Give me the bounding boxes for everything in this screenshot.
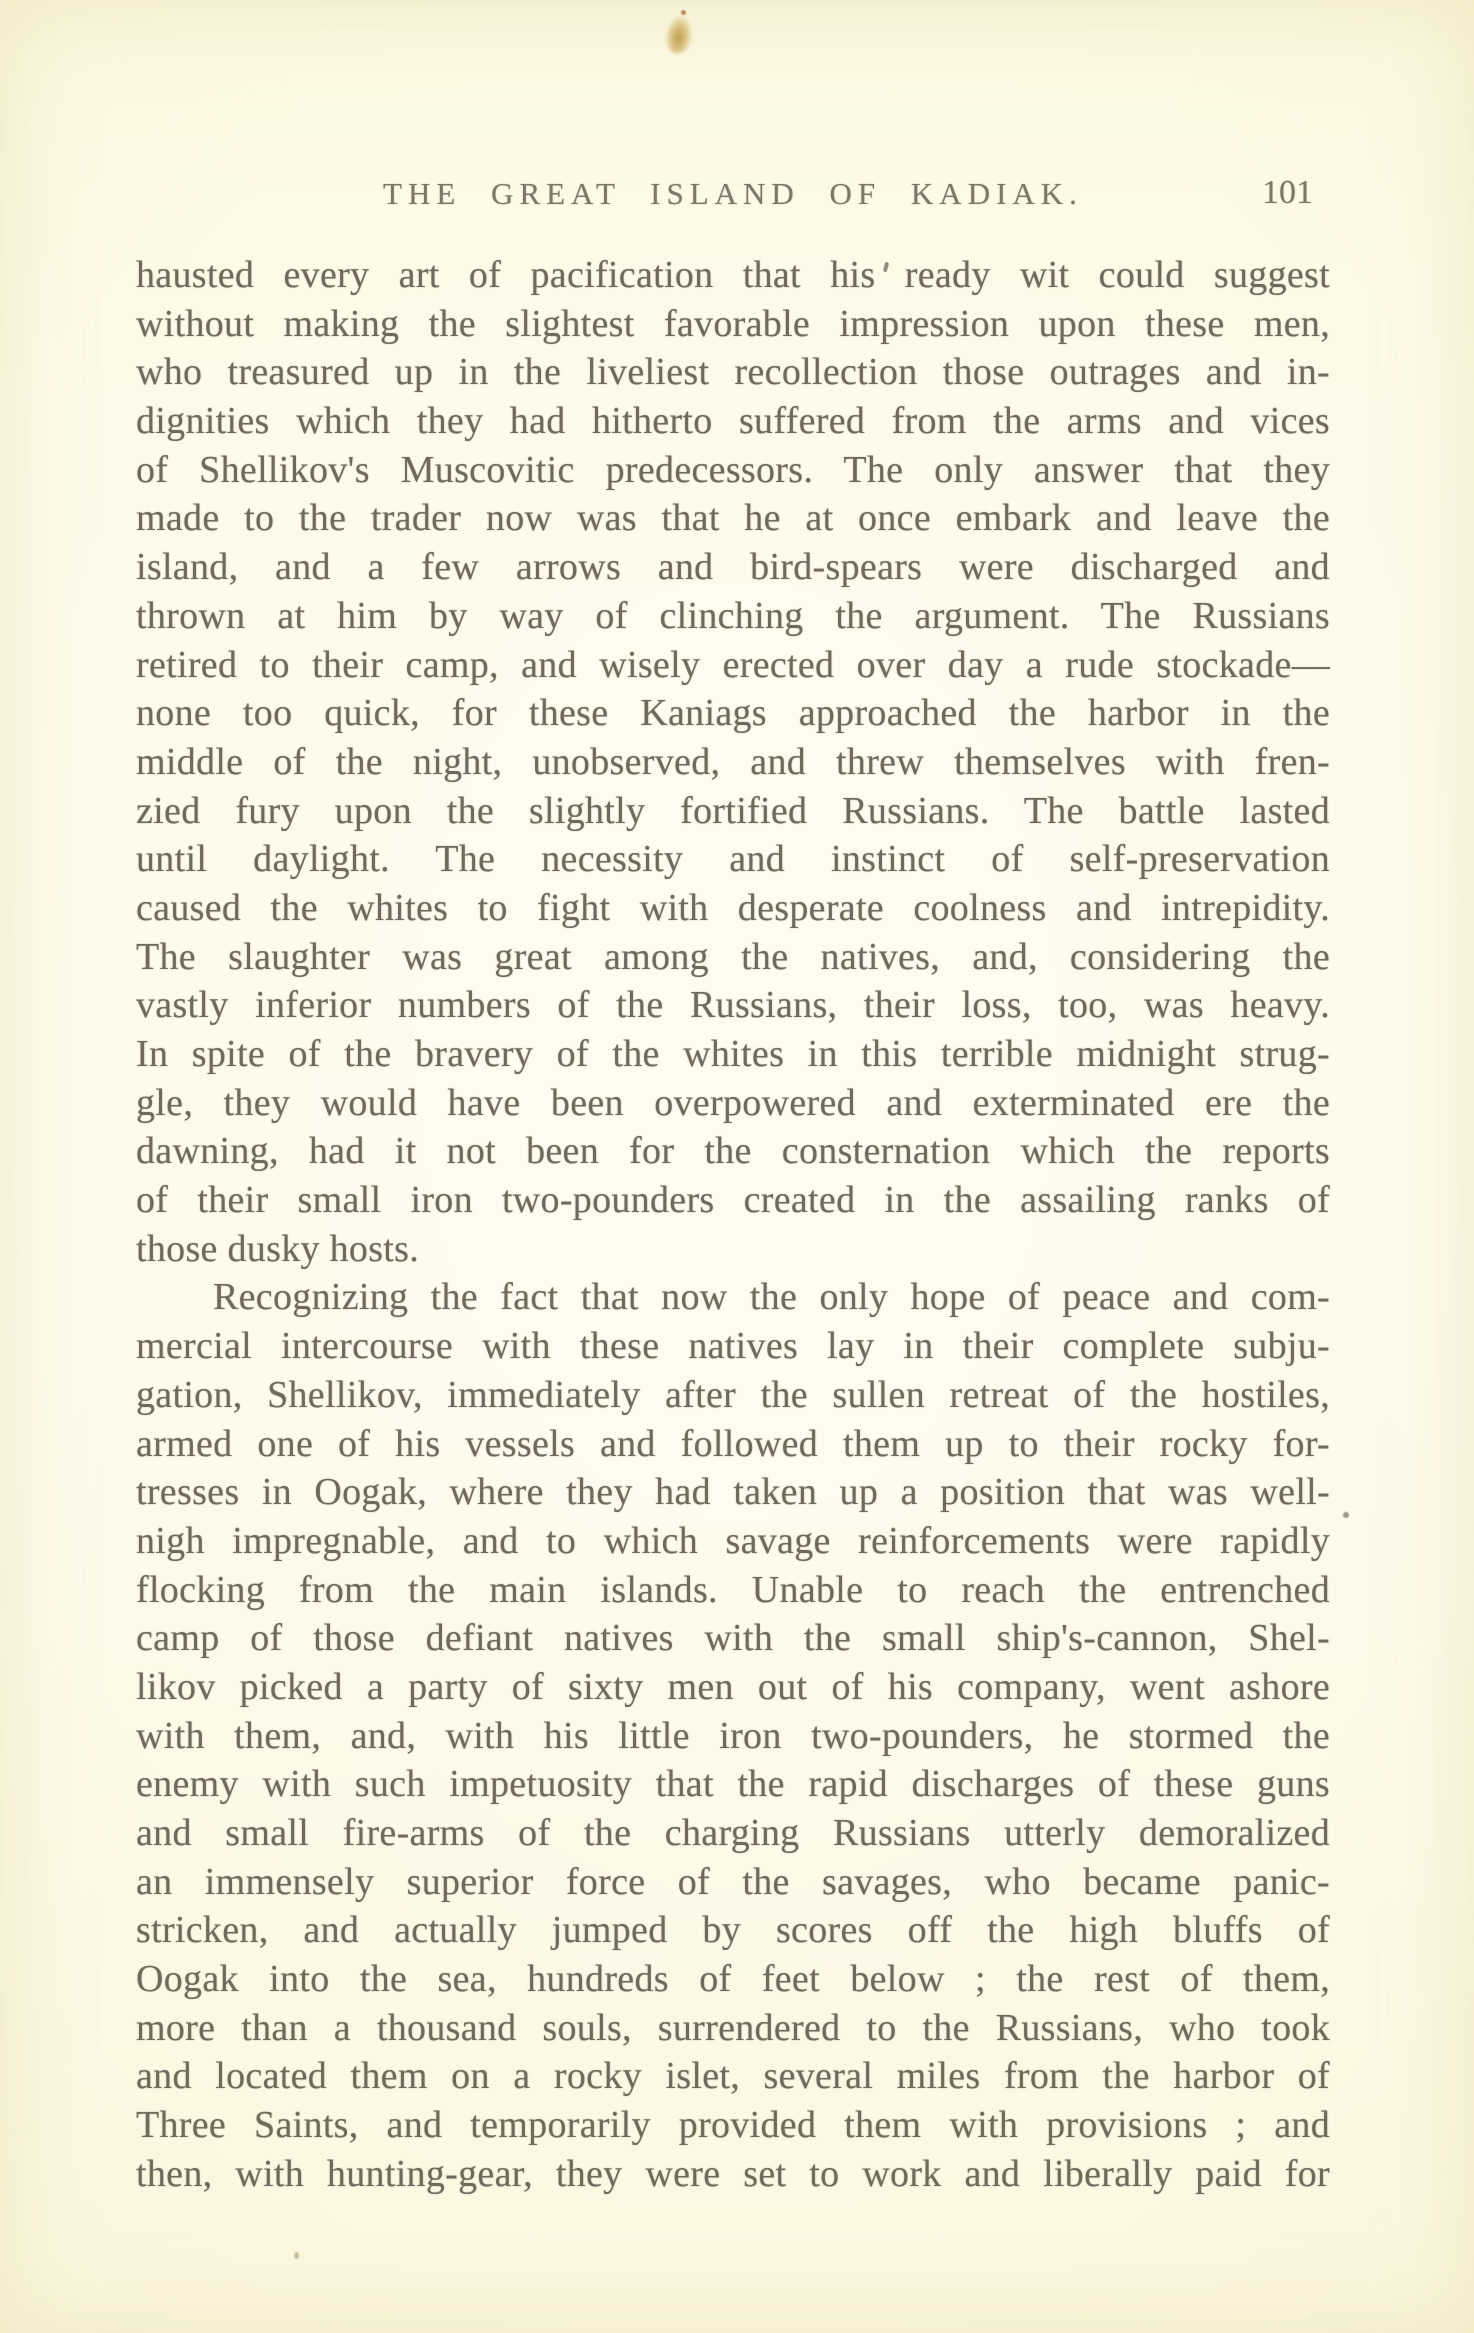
- page-number: 101: [1262, 174, 1313, 211]
- paragraph: [136, 251, 1330, 1273]
- text-line: gle, they would have been overpowered and exterminated ere the: [136, 1081, 1330, 1124]
- text-line: zied fury upon the slightly fortified Russians. The battle lasted: [136, 789, 1330, 832]
- text-line: until daylight. The necessity and instinct of self-preservation: [136, 838, 1330, 881]
- text-line: then, with hunting-gear, they were set to work and liberally paid for: [136, 2152, 1330, 2195]
- text-line: armed one of his vessels and followed them up to their rocky for-: [136, 1422, 1330, 1465]
- text-line: tresses in Oogak, where they had taken up a position that was well-: [136, 1471, 1330, 1514]
- text-line: nigh impregnable, and to which savage reinforcements were rapidly: [136, 1519, 1330, 1562]
- text-line: thrown at him by way of clinching the argument. The Russians: [136, 594, 1330, 637]
- text-line: middle of the night, unobserved, and threw themselves with fren-: [136, 740, 1330, 783]
- text-line: who treasured up in the liveliest recollection those outrages and in-: [136, 351, 1330, 394]
- text-line: mercial intercourse with these natives lay in their complete subju-: [136, 1325, 1330, 1368]
- paragraph: [136, 1273, 1330, 2198]
- page-title: THE GREAT ISLAND OF KADIAK.: [383, 176, 1083, 211]
- text-line: retired to their camp, and wisely erected over day a rude stockade—: [136, 643, 1330, 686]
- text-line: dawning, had it not been for the consternation which the reports: [136, 1130, 1330, 1173]
- text-line: stricken, and actually jumped by scores off the high bluffs of: [136, 1909, 1330, 1952]
- text-line: Oogak into the sea, hundreds of feet below ; the rest of them,: [136, 1958, 1330, 2001]
- text-line: more than a thousand souls, surrendered to the Russians, who took: [136, 2006, 1330, 2049]
- text-line: caused the whites to fight with desperate coolness and intrepidity.: [136, 886, 1330, 929]
- text-line: Three Saints, and temporarily provided them with provisions ; and: [136, 2104, 1330, 2147]
- text-line: enemy with such impetuosity that the rapid discharges of these guns: [136, 1763, 1330, 1806]
- text-line: dignities which they had hitherto suffered from the arms and vices: [136, 400, 1330, 443]
- text-line: island, and a few arrows and bird-spears were discharged and: [136, 546, 1330, 589]
- text-line: likov picked a party of sixty men out of his company, went ashore: [136, 1665, 1330, 1708]
- text-line: none too quick, for these Kaniags approached the harbor in the: [136, 692, 1330, 735]
- text-line: of Shellikov's Muscovitic predecessors. The only answer that they: [136, 448, 1330, 491]
- text-line: and located them on a rocky islet, several miles from the harbor of: [136, 2055, 1330, 2098]
- text-line: and small fire-arms of the charging Russians utterly demoralized: [136, 1812, 1330, 1854]
- text-line: without making the slightest favorable impression upon these men,: [136, 302, 1330, 345]
- text-line: vastly inferior numbers of the Russians, their loss, too, was heavy.: [136, 984, 1330, 1027]
- text-line: hausted every art of pacification that his ready wit could suggest: [136, 254, 1330, 296]
- text-line: those dusky hosts.: [136, 1227, 420, 1270]
- text-line: with them, and, with his little iron two-pounders, he stormed the: [136, 1714, 1330, 1757]
- text-line: gation, Shellikov, immediately after the sullen retreat of the hostiles,: [136, 1373, 1330, 1416]
- running-header: [136, 176, 1330, 216]
- text-line: of their small iron two-pounders created in the assailing ranks of: [136, 1179, 1330, 1222]
- text-line: an immensely superior force of the savages, who became panic-: [136, 1860, 1330, 1903]
- body-text: [136, 251, 1330, 2199]
- text-line: In spite of the bravery of the whites in this terrible midnight strug-: [136, 1033, 1330, 1075]
- foxing-dot: [681, 10, 686, 15]
- paper-speck: [294, 2252, 299, 2259]
- stray-period-mark: [1343, 1512, 1349, 1518]
- foxing-spot: [663, 14, 694, 55]
- text-line: Recognizing the fact that now the only hope of peace and com-: [213, 1276, 1330, 1319]
- text-line: flocking from the main islands. Unable to reach the entrenched: [136, 1568, 1330, 1611]
- text-line: made to the trader now was that he at once embark and leave the: [136, 497, 1330, 540]
- text-line: camp of those defiant natives with the small ship's-cannon, Shel-: [136, 1617, 1330, 1660]
- text-line: The slaughter was great among the natives, and, considering the: [136, 935, 1330, 978]
